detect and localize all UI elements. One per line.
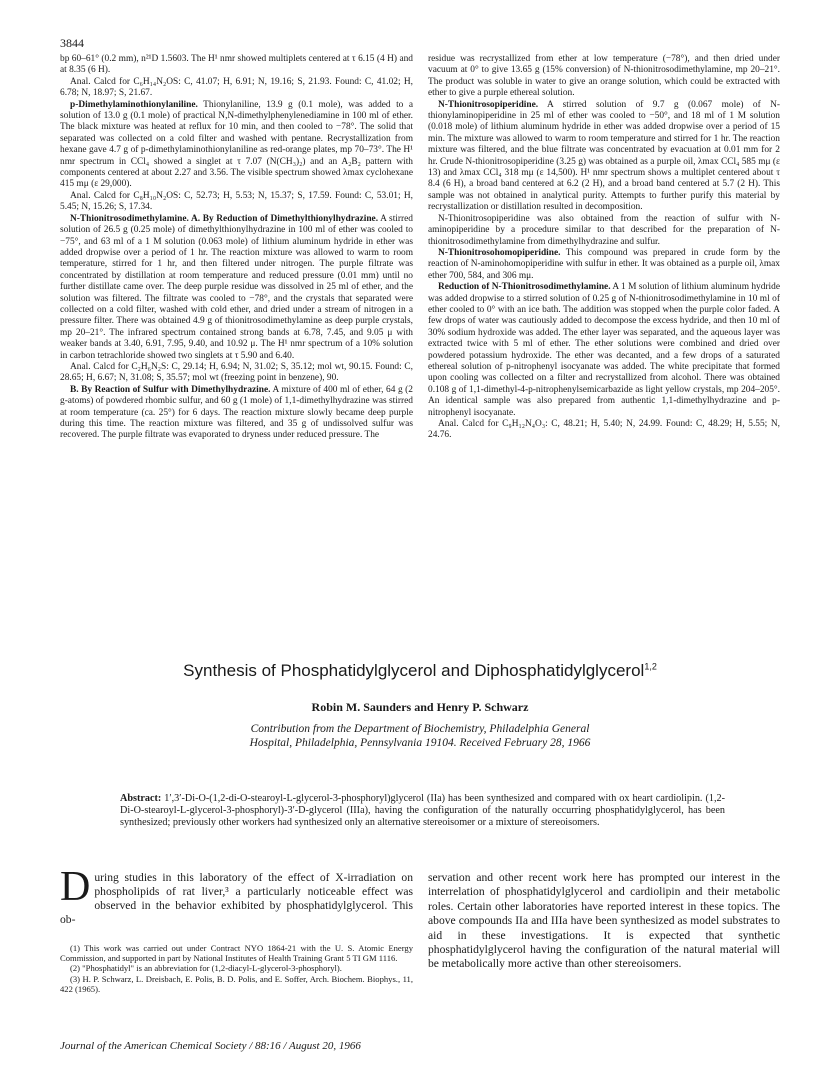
- section-heading: N-Thionitrosohomopiperidine.: [438, 247, 561, 258]
- paragraph-text: N-Thionitrosopiperidine was also obtained from the reaction of sulfur with N-aminopiperidine by a procedure similar to that described for the preparation of N-thionitrosodimethylamine from dimethylhydrazine and sulfur.: [428, 213, 780, 247]
- abstract-text: 1′,3′-Di-O-(1,2-di-O-stearoyl-L-glycerol-3-phosphoryl)glycerol (IIa) has been synthesized and compared with ox heart cardiolipin. (1,2-Di-O-stearoyl-L-glycerol-3-phosphoryl)-3′-D-glycerol (IIIa), having the configuration of the naturally occurring phosphatidylglycerol, has been synthesized; previously other workers had synthesized only an alternative stereoisomer or a mixture of stereoisomers.: [120, 793, 725, 829]
- section-heading: N-Thionitrosopiperidine.: [438, 99, 539, 110]
- article-title-text: Synthesis of Phosphatidylglycerol and Diphosphatidylglycerol: [183, 661, 645, 680]
- footnote-3: (3) H. P. Schwarz, L. Dreisbach, E. Polis, B. D. Polis, and E. Soffer, Arch. Biochem. Biophys., 11, 422 (1965).: [60, 973, 413, 994]
- paragraph: [428, 100, 780, 214]
- paragraph-text: A stirred solution of 9.7 g (0.067 mole) of N-thionylaminopiperidine in 25 ml of ether was cooled to −50°, and 18 ml of 1 M solution (0.018 mole) of lithium aluminum hydride in ether was added dropwise over a period of 15 min. The mixture was allowed to warm to room temperature and stirred for 1 hr. The reaction mixture was filtered, and the blue filtrate was concentrated by evacuation at 0.01 mm for 2 hr. Crude N-thionitrosopiperidine (3.25 g) was obtained as a purple oil, λmax CCl₄ 585 mμ (ε 13) and λmax CCl₄ 318 mμ (ε 14,500). H¹ nmr spectrum shows a multiplet centered about τ 8.4 (6 H), a broad band centered at 6.2 (2 H), and a broad band centered at 5.7 (2 H). This sample was not obtained in analytical purity. Attempts to further purify this material by recrystallization or distillation resulted in decomposition.: [428, 99, 780, 213]
- article-title: [60, 661, 780, 681]
- paragraph: [428, 214, 780, 248]
- paragraph-text: Anal. Calcd for C₉H₁₂N₄O₃: C, 48.21; H, 5.40; N, 24.99. Found: C, 48.29; H, 5.55; N, 24.76.: [428, 419, 780, 441]
- paragraph: [428, 419, 780, 442]
- experimental-right-column: [428, 54, 780, 442]
- affiliation: [60, 722, 780, 750]
- paragraph: [428, 248, 780, 282]
- intro-right: servation and other recent work here has prompted our interest in the interrelation of phosphatidylglycerol and cardiolipin and their metabolic roles. Certain other laboratories have reported interest in these topics. The above compounds IIa and IIIa have been synthesized as model substrates to aid in these investigations. It is expected that synthetic phosphatidylglycerol having the configuration of the natural material will be metabolically more active than other stereoisomers.: [428, 871, 780, 971]
- section-heading: Reduction of N-Thionitrosodimethylamine.: [438, 282, 611, 293]
- paragraph: [428, 54, 780, 100]
- abstract: [120, 793, 725, 830]
- intro-left-text: uring studies in this laboratory of the effect of X-irradiation on phospholipids of rat liver,³ a particularly noticeable effect was observed in the behavior exhibited by phosphatidylglycerol. This ob-: [60, 871, 413, 926]
- section-heading: p-Dimethylaminothionylaniline.: [70, 99, 198, 110]
- paragraph: [60, 362, 413, 385]
- paragraph: [60, 54, 413, 77]
- footnote-1: (1) This work was carried out under Contract NYO 1864-21 with the U. S. Atomic Energy Commission, and supported in part by National Institutes of Health Training Grant 5 TI GM 1116.: [60, 943, 413, 964]
- affiliation-line-1: Contribution from the Department of Biochemistry, Philadelphia General: [250, 723, 590, 735]
- page-number: 3844: [60, 36, 84, 50]
- paragraph: [60, 214, 413, 362]
- paragraph-text: This compound was prepared in crude form by the reaction of N-aminohomopiperidine with sulfur in ether. It was obtained as a purple oil, λmax ether 700, 584, and 306 mμ.: [428, 247, 780, 281]
- paragraph-text: Anal. Calcd for C₈H₁₀N₂OS: C, 52.73; H, 5.53; N, 15.37; S, 17.59. Found: C, 53.01; H, 5.45; N, 15.26; S, 17.34.: [60, 190, 413, 213]
- paragraph-text: Anal. Calcd for C₆H₁₄N₂OS: C, 41.07; H, 6.91; N, 19.16; S, 21.93. Found: C, 41.02; H, 6.78; N, 18.97; S, 21.67.: [60, 76, 413, 99]
- paragraph-text: residue was recrystallized from ether at low temperature (−78°), and then dried under vacuum at 0° to give 13.65 g (15% conversion) of N-thionitrosodimethylamine, mp 20–21°. The product was soluble in water to give an orange solution, which could be extracted with ether to give a purple ethereal solution.: [428, 54, 780, 99]
- experimental-left-column: [60, 54, 413, 442]
- paragraph-text: Anal. Calcd for C₂H₆N₂S: C, 29.14; H, 6.94; N, 31.02; S, 35.12; mol wt, 90.15. Found: C, 28.65; H, 6.67; N, 31.08; S, 35.57; mol wt (freezing point in benzene), 90.: [60, 361, 413, 384]
- paragraph: [60, 77, 413, 100]
- paragraph-text: A 1 M solution of lithium aluminum hydride was added dropwise to a stirred solution of 0.25 g of N-thionitrosodimethylamine in 10 ml of ether cooled to 0° with an ice bath. The addition was stopped when the purple color faded. A few drops of water was cautiously added to decompose the excess hydride, and then 10 ml of 30% sodium hydroxide was added. The ether layer was separated, and the aqueous layer was extracted twice with 5 ml of ether. The ether solutions were combined and dried over powdered potassium hydroxide. The ether was decanted, and a few drops of a saturated ethereal solution of p-nitrophenyl isocyanate was added. The white precipitate that formed upon cooling was collected on a filter and recrystallized from alcohol. There was obtained 0.108 g of 1,1-dimethyl-4-p-nitrophenylsemicarbazide as light yellow crystals, mp 204–205°. An identical sample was also prepared from authentic 1,1-dimethylhydrazine and p-nitrophenyl isocyanate.: [428, 282, 780, 418]
- paragraph-text: A stirred solution of 26.5 g (0.25 mole) of dimethylthionylhydrazine in 100 ml of ether was cooled to −75°, and 63 ml of a 1 M solution (0.063 mole) of lithium aluminum hydride in ether was added dropwise over a period of 1 hr. The reaction mixture was allowed to warm to room temperature, stirred for 1 hr, and then filtered under nitrogen. The purple filtrate was concentrated by distillation at room temperature and reduced pressure (0.01 mm) until no further distillate came over. The deep purple residue was dissolved in 25 ml of ether, and the solution was filtered. The filtrate was cooled to −78°, and the crystals that separated were collected on a cold filter, washed with cold ether, and dried under a stream of nitrogen in a pressure filter. There was obtained 4.9 g of thionitrosodimethylamine as deep purple crystals, mp 20–21°. The infrared spectrum contained strong bands at 6.78, 7.45, and 9.05 μ with weaker bands at 3.40, 6.91, 7.95, 9.40, and 10.92 μ. The H¹ nmr spectrum of a 10% solution in carbon tetrachloride showed two singlets at τ 5.90 and 6.40.: [60, 213, 413, 361]
- affiliation-line-2: Hospital, Philadelphia, Pennsylvania 19104. Received February 28, 1966: [249, 737, 591, 749]
- paragraph: [60, 100, 413, 191]
- section-heading: N-Thionitrosodimethylamine. A. By Reduction of Dimethylthionylhydrazine.: [70, 213, 379, 224]
- authors: Robin M. Saunders and Henry P. Schwarz: [311, 700, 529, 714]
- abstract-label: Abstract:: [120, 793, 162, 804]
- paragraph: [60, 191, 413, 214]
- paragraph-text: bp 60–61° (0.2 mm), n²¹D 1.5603. The H¹ nmr showed multiplets centered at τ 6.15 (4 H) and at 8.35 (6 H).: [60, 54, 413, 76]
- journal-footer: Journal of the American Chemical Society / 88:16 / August 20, 1966: [60, 1040, 361, 1052]
- footnotes: [60, 943, 413, 994]
- paragraph: [428, 282, 780, 419]
- section-heading: B. By Reaction of Sulfur with Dimethylhydrazine.: [70, 384, 271, 395]
- drop-cap: D: [60, 864, 91, 910]
- paragraph: [60, 385, 413, 442]
- title-footnote-refs: 1,2: [644, 661, 657, 672]
- footnote-2: (2) "Phosphatidyl" is an abbreviation for (1,2-diacyl-L-glycerol-3-phosphoryl).: [70, 963, 342, 974]
- paragraph-text: Thionylaniline, 13.9 g (0.1 mole), was added to a solution of 13.0 g (0.1 mole) of practical N,N-dimethylphenylenediamine in 100 ml of ether. The black mixture was heated at reflux for 10 min, and then cooled to −78°. The solid that separated was collected on a cold filter and washed with pentane. Recrystallization from hexane gave 4.7 g of p-dimethylaminothionylaniline as red-orange plates, mp 70–73°. The H¹ nmr spectrum in CCl₄ showed a singlet at τ 7.07 (N(CH₃)₂) and an A₂B₂ pattern with components centered at about 2.27 and 3.56. The visible spectrum showed λmax cyclohexane 415 mμ (ε 29,000).: [60, 99, 413, 190]
- intro-left: [60, 864, 413, 927]
- paragraph-text: A mixture of 400 ml of ether, 64 g (2 g-atoms) of powdered rhombic sulfur, and 60 g (1 mole) of 1,1-dimethylhydrazine was stirred at room temperature (ca. 25°) for 6 days. The reaction mixture slowly became deep purple during this time. The reaction mixture was filtered, and 35 g of undissolved sulfur was recovered. The purple filtrate was evaporated to dryness under reduced pressure. The: [60, 384, 413, 441]
